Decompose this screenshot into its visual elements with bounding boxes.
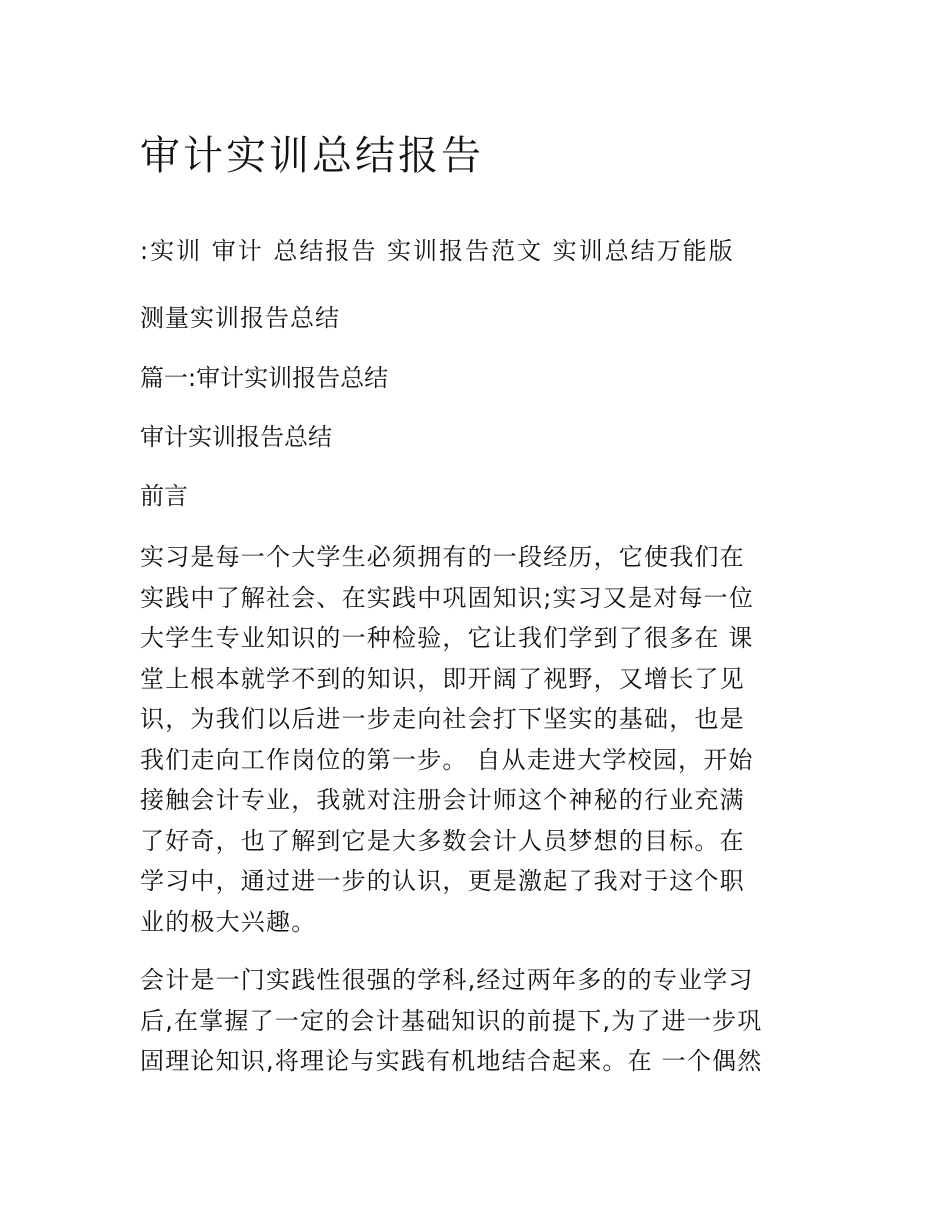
paragraph-line: 识，为我们以后进一步走向社会打下坚实的基础，也是 xyxy=(140,705,745,733)
paragraph-line: 业的极大兴趣。 xyxy=(140,907,317,936)
paragraph-line: 会计是一门实践性很强的学科,经过两年多的的专业学习 xyxy=(140,966,754,994)
paragraph-line: 固理论知识,将理论与实践有机地结合起来。在 一个偶然 xyxy=(140,1047,763,1075)
subtitle: 测量实训报告总结 xyxy=(140,304,340,332)
document-title: 审计实训总结报告 xyxy=(140,133,484,179)
paragraph-line: 了好奇，也了解到它是大多数会计人员梦想的目标。在 xyxy=(140,826,745,855)
paragraph-line: 堂上根本就学不到的知识，即开阔了视野，又增长了见 xyxy=(140,664,745,693)
preface-label: 前言 xyxy=(140,482,188,510)
paragraph-line: 接触会计专业，我就对注册会计师这个神秘的行业充满 xyxy=(140,786,745,814)
tags-line: :实训 审计 总结报告 实训报告范文 实训总结万能版 xyxy=(140,237,735,265)
paragraph-line: 后,在掌握了一定的会计基础知识的前提下,为了进一步巩 xyxy=(140,1006,763,1035)
section-title: 审计实训报告总结 xyxy=(140,423,332,451)
section-heading: 篇一:审计实训报告总结 xyxy=(140,364,389,392)
paragraph-line: 学习中，通过进一步的认识，更是激起了我对于这个职 xyxy=(140,867,745,895)
paragraph-line: 实习是每一个大学生必须拥有的一段经历，它使我们在 xyxy=(140,543,745,571)
paragraph-1 xyxy=(140,537,754,942)
paragraph-line: 实践中了解社会、在实践中巩固知识;实习又是对每一位 xyxy=(140,583,755,612)
paragraph-2 xyxy=(140,960,762,1082)
paragraph-line: 我们走向工作岗位的第一步。 自从走进大学校园，开始 xyxy=(140,745,754,774)
paragraph-line: 大学生专业知识的一种检验，它让我们学到了很多在 课 xyxy=(140,624,754,652)
